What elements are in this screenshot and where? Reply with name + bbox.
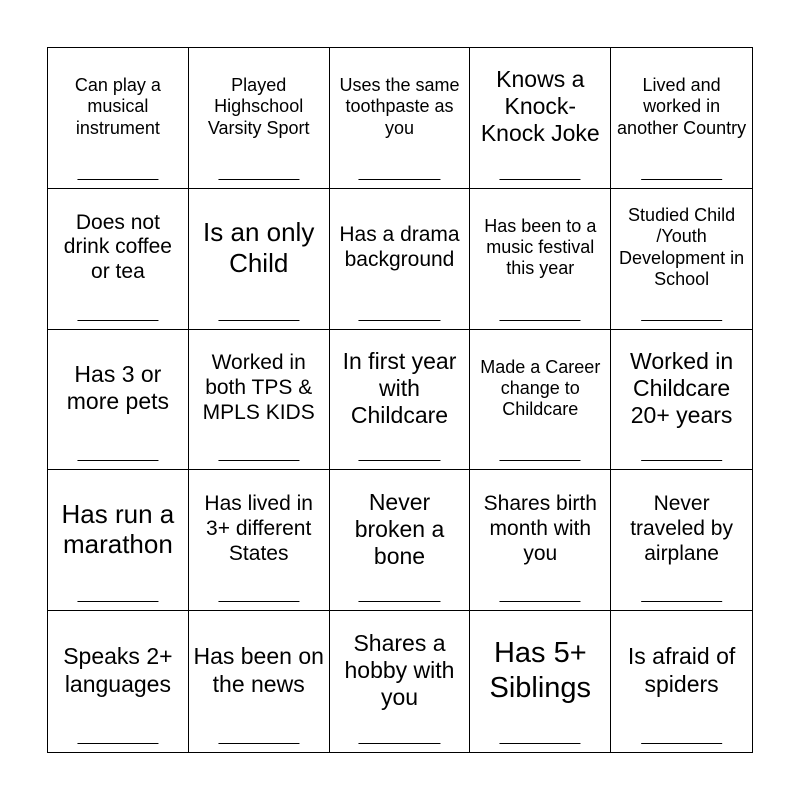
- bingo-cell[interactable]: [189, 470, 330, 611]
- bingo-cell[interactable]: [330, 48, 471, 189]
- signature-line: [77, 179, 158, 180]
- bingo-cell[interactable]: [330, 611, 471, 752]
- cell-text: Has been to a music festival this year: [484, 215, 597, 279]
- bingo-cell[interactable]: [470, 330, 611, 471]
- cell-text: Lived and worked in another Country: [617, 75, 747, 138]
- cell-text: Shares birth month with you: [483, 492, 597, 565]
- bingo-cell[interactable]: [611, 189, 752, 330]
- bingo-cell[interactable]: [470, 48, 611, 189]
- signature-line: [641, 179, 723, 180]
- signature-line: [77, 601, 158, 602]
- signature-line: [77, 460, 158, 461]
- cell-text: Uses the same toothpaste as you: [339, 75, 460, 138]
- signature-line: [218, 743, 299, 744]
- bingo-cell[interactable]: [189, 330, 330, 471]
- signature-line: [500, 460, 581, 461]
- signature-line: [218, 601, 299, 602]
- cell-text: Has lived in 3+ different States: [204, 492, 313, 565]
- signature-line: [359, 179, 440, 180]
- signature-line: [359, 320, 440, 321]
- bingo-cell[interactable]: [189, 611, 330, 752]
- cell-text: Has been on the news: [193, 643, 324, 697]
- signature-line: [359, 601, 440, 602]
- cell-text: Made a Career change to Childcare: [480, 356, 601, 420]
- signature-line: [218, 320, 299, 321]
- cell-text: Worked in Childcare 20+ years: [630, 347, 734, 429]
- signature-line: [218, 460, 299, 461]
- cell-text: Studied Child /Youth Development in School: [619, 205, 745, 289]
- signature-line: [500, 743, 581, 744]
- cell-text: Has 3 or more pets: [66, 361, 170, 415]
- cell-text: Is an only Child: [203, 217, 315, 278]
- bingo-cell[interactable]: [470, 189, 611, 330]
- bingo-cell[interactable]: [611, 611, 752, 752]
- cell-text: In first year with Childcare: [342, 347, 457, 429]
- signature-line: [359, 460, 440, 461]
- bingo-cell[interactable]: [189, 189, 330, 330]
- bingo-cell[interactable]: [611, 330, 752, 471]
- signature-line: [77, 320, 158, 321]
- cell-text: Can play a musical instrument: [74, 75, 161, 138]
- bingo-cell[interactable]: [48, 189, 189, 330]
- cell-text: Speaks 2+ languages: [63, 643, 173, 697]
- bingo-cell[interactable]: [48, 330, 189, 471]
- signature-line: [500, 601, 581, 602]
- cell-text: Is afraid of spiders: [627, 643, 736, 697]
- bingo-cell[interactable]: [611, 470, 752, 611]
- cell-text: Played Highschool Varsity Sport: [207, 75, 310, 138]
- signature-line: [359, 743, 440, 744]
- signature-line: [500, 179, 581, 180]
- bingo-cell[interactable]: [48, 611, 189, 752]
- bingo-cell[interactable]: [470, 470, 611, 611]
- cell-text: Has 5+ Siblings: [489, 637, 592, 704]
- cell-text: Never broken a bone: [354, 488, 445, 569]
- cell-text: Worked in both TPS & MPLS KIDS: [202, 351, 315, 424]
- bingo-cell[interactable]: [48, 470, 189, 611]
- cell-text: Never traveled by airplane: [630, 492, 733, 565]
- bingo-cell[interactable]: [330, 189, 471, 330]
- cell-text: Knows a Knock-Knock Joke: [480, 66, 600, 147]
- cell-text: Does not drink coffee or tea: [63, 210, 172, 284]
- bingo-cell[interactable]: [48, 48, 189, 189]
- bingo-cell[interactable]: [330, 470, 471, 611]
- cell-text: Shares a hobby with you: [344, 629, 455, 711]
- bingo-cell[interactable]: [470, 611, 611, 752]
- signature-line: [218, 179, 299, 180]
- signature-line: [500, 320, 581, 321]
- cell-text: Has run a marathon: [61, 498, 175, 560]
- signature-line: [641, 320, 723, 321]
- signature-line: [77, 743, 158, 744]
- signature-line: [641, 743, 723, 744]
- cell-text: Has a drama background: [339, 222, 460, 271]
- bingo-cell[interactable]: [330, 330, 471, 471]
- signature-line: [641, 460, 723, 461]
- bingo-card: [47, 47, 753, 753]
- bingo-cell[interactable]: [189, 48, 330, 189]
- signature-line: [641, 601, 723, 602]
- bingo-cell[interactable]: [611, 48, 752, 189]
